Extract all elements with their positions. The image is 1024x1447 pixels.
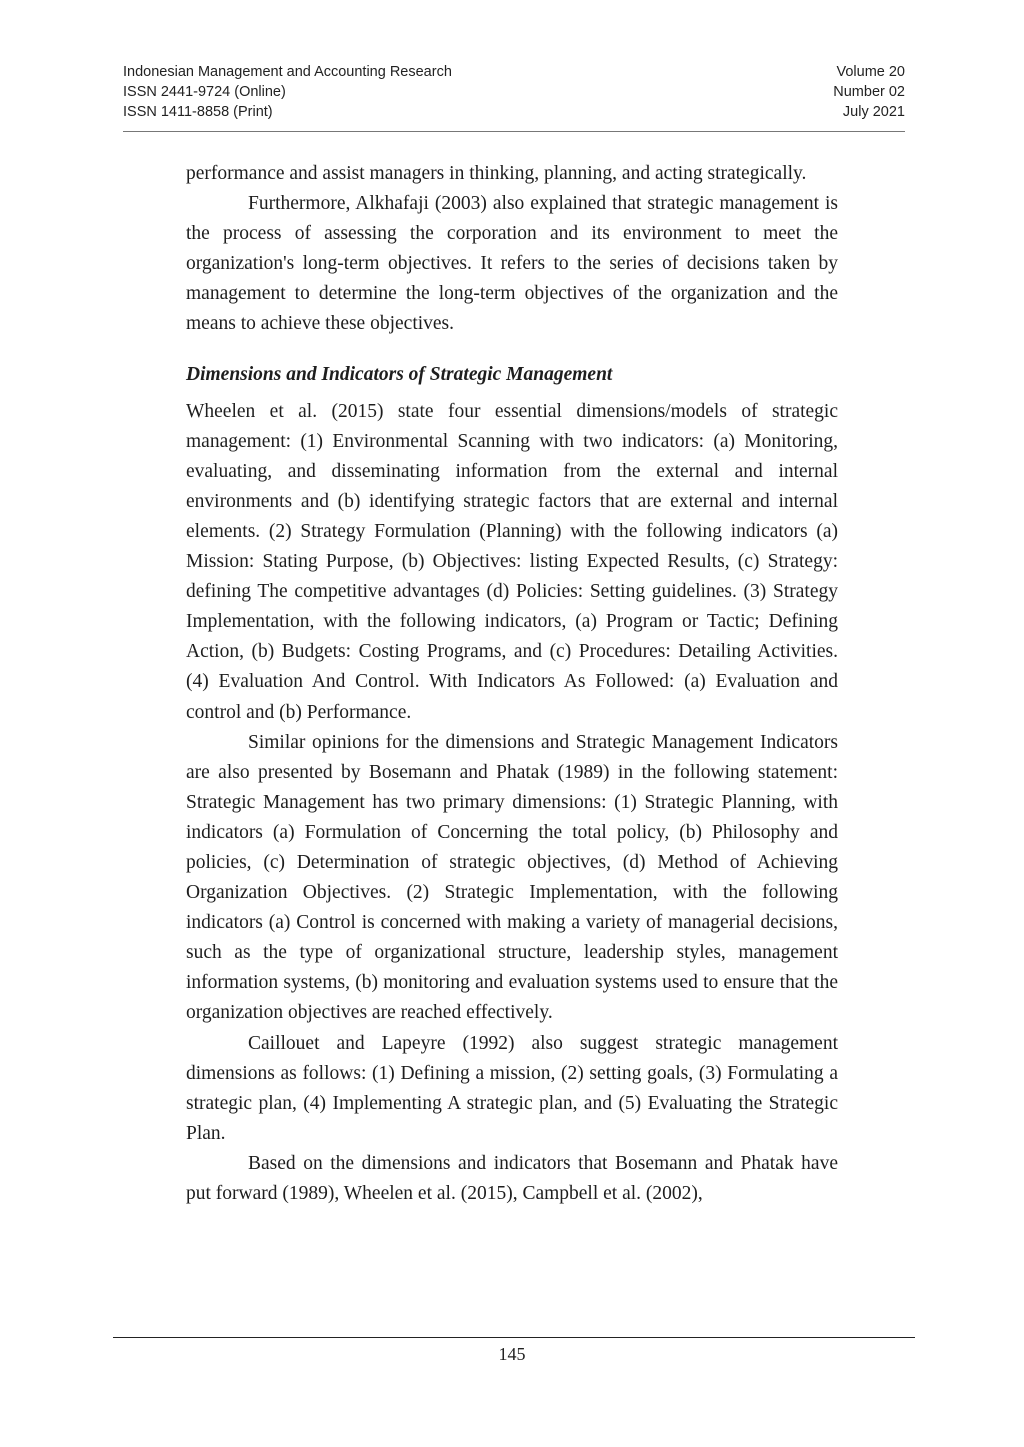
- journal-title: Indonesian Management and Accounting Research: [123, 64, 452, 80]
- number-label: Number 02: [833, 84, 905, 100]
- header-issue-info: [833, 62, 905, 122]
- paragraph-alkhafaji: Furthermore, Alkhafaji (2003) also explained that strategic management is the process of assessing the corporation and its environment to meet the organization's long-term objectives. It refers to the series of decisions taken by management to determine the long-term objectives of the organization and the means to achieve these objectives.: [186, 193, 838, 335]
- footer-divider: [113, 1337, 915, 1338]
- issue-date: July 2021: [842, 104, 905, 120]
- header-journal-info: [123, 62, 452, 122]
- paragraph-caillouet: Caillouet and Lapeyre (1992) also suggest strategic management dimensions as follows: (1) Defining a mission, (2) setting goals, (3) Formulating a strategic plan, (4) Implementing A strategic plan, and (5) Evaluating the Strategic Plan.: [186, 1032, 838, 1144]
- page-number: 145: [498, 1344, 526, 1364]
- paragraph-wheelen: Wheelen et al. (2015) state four essential dimensions/models of strategic management: (1) Environmental Scanning with two indicators: (a) Monitoring, evaluating, and disseminating information from the external and internal environments and (b) identifying strategic factors that are external and internal elements. (2) Strategy Formulation (Planning) with the following indicators (a) Mission: Stating Purpose, (b) Objectives: listing Expected Results, (c) Strategy: defining The competitive advantages (d) Policies: Setting guidelines. (3) Strategy Implementation, with the following indicators, (a) Program or Tactic; Defining Action, (b) Budgets: Costing Programs, and (c) Procedures: Detailing Activities. (4) Evaluation And Control. With Indicators As Followed: (a) Evaluation and control and (b) Performance.: [186, 400, 838, 723]
- header-divider: [123, 131, 905, 132]
- paragraph-continued: performance and assist managers in thinking, planning, and acting strategically.: [186, 163, 807, 184]
- volume-label: Volume 20: [836, 64, 905, 80]
- issn-print: ISSN 1411-8858 (Print): [123, 104, 273, 120]
- section-heading: Dimensions and Indicators of Strategic Management: [186, 363, 613, 385]
- paragraph-based-on: Based on the dimensions and indicators that Bosemann and Phatak have put forward (1989), Wheelen et al. (2015), Campbell et al. (2002),: [186, 1152, 838, 1204]
- article-body: [186, 159, 838, 1209]
- paragraph-bosemann: Similar opinions for the dimensions and Strategic Management Indicators are also presented by Bosemann and Phatak (1989) in the following statement: Strategic Management has two primary dimensions: (1) Strategic Planning, with indicators (a) Formulation of Concerning the total policy, (b) Philosophy and policies, (c) Determination of strategic objectives, (d) Method of Achieving Organization Objectives. (2) Strategic Implementation, with the following indicators (a) Control is concerned with making a variety of managerial decisions, such as the type of organizational structure, leadership styles, management information systems, (b) monitoring and evaluation systems used to ensure that the organization objectives are reached effectively.: [186, 731, 838, 1024]
- issn-online: ISSN 2441-9724 (Online): [123, 84, 286, 100]
